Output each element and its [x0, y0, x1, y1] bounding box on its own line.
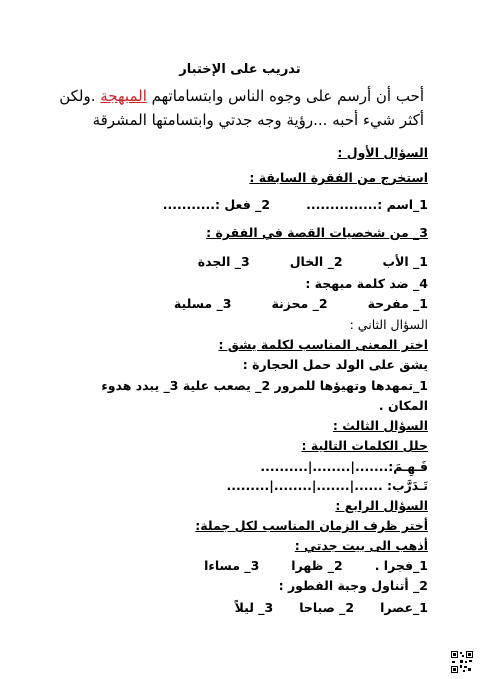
q4-sentence-2-options: [52, 600, 428, 616]
q2-options-line1: 1_تمهدها وتهيؤها للمرور 2_ يصعب علية 3_ يبدد هدوء: [101, 378, 428, 393]
paragraph-line2: أكثر شيء أحبه ...رؤية وجه جدتي وابتسامتها المشرقة: [92, 111, 424, 129]
q4-heading: السؤال الرابع :: [335, 498, 428, 513]
q3-instruction: حلل الكلمات التالية :: [301, 438, 428, 453]
time-option-2-3: 3_ ليلاً: [234, 600, 274, 615]
q2-sentence: يشق على الولد حمل الحجارة :: [242, 357, 428, 372]
antonym-option-1: 1_ مفرحة: [367, 296, 428, 311]
worksheet-title: تدريب على الإختبار: [179, 62, 301, 77]
q1-extract-answers: [52, 197, 428, 213]
character-option-1: 1_ الأب: [382, 254, 428, 269]
verb-blank: 2_ فعل :...........: [162, 197, 271, 212]
q1-instruction-antonym: 4_ ضد كلمة مبهجة :: [305, 276, 428, 291]
time-option-2-1: 1_عصرا: [380, 600, 428, 615]
time-option-2-2: 2_ صباحا: [299, 600, 355, 615]
paragraph-line1-start: أحب أن أرسم على وجوه الناس وابتساماتهم: [146, 87, 424, 105]
q4-sentence-1: أذهب الى بيت جدتي :: [294, 538, 428, 553]
q1-instruction-characters: 3_ من شخصيات القصة في الفقرة :: [206, 225, 428, 240]
highlighted-word: المبهجة: [100, 87, 147, 105]
characters-options: [52, 254, 428, 270]
q2-instruction: اختر المعنى المناسب لكلمة يشق :: [218, 337, 428, 352]
q2-heading: السؤال الثاني :: [349, 317, 428, 332]
analysis-word-1: فَـهِـمَ:.......|........|..........: [260, 459, 428, 474]
qr-code-icon: [450, 650, 474, 674]
character-option-3: 3_ الجدة: [197, 254, 250, 269]
reading-paragraph: [50, 86, 424, 106]
antonym-options: [52, 296, 428, 312]
time-option-1-3: 3_ مساءا: [204, 558, 260, 573]
analysis-word-2: تَـدَرَّب: ......|.......|........|.........: [226, 478, 428, 493]
q1-instruction-extract: استخرج من الفقرة السابقة :: [249, 170, 428, 185]
q4-sentence-2: 2_ أتناول وجبة الفطور :: [278, 578, 428, 593]
time-option-1-1: 1_فجرا .: [374, 558, 428, 573]
q4-sentence-1-options: [52, 558, 428, 574]
noun-blank: 1_اسم :...............: [306, 197, 428, 212]
q4-instruction: أختر ظرف الزمان المناسب لكل جملة:: [195, 518, 428, 533]
time-option-1-2: 2_ ظهرا: [291, 558, 343, 573]
antonym-option-2: 2_ محزنة: [271, 296, 328, 311]
antonym-option-3: 3_ مسلية: [173, 296, 232, 311]
q1-heading: السؤال الأول :: [337, 145, 428, 160]
paragraph-line1-end: .ولكن: [59, 87, 101, 105]
q2-options-line2: المكان .: [378, 398, 428, 413]
q3-heading: السؤال الثالث :: [332, 418, 428, 433]
character-option-2: 2_ الخال: [289, 254, 343, 269]
